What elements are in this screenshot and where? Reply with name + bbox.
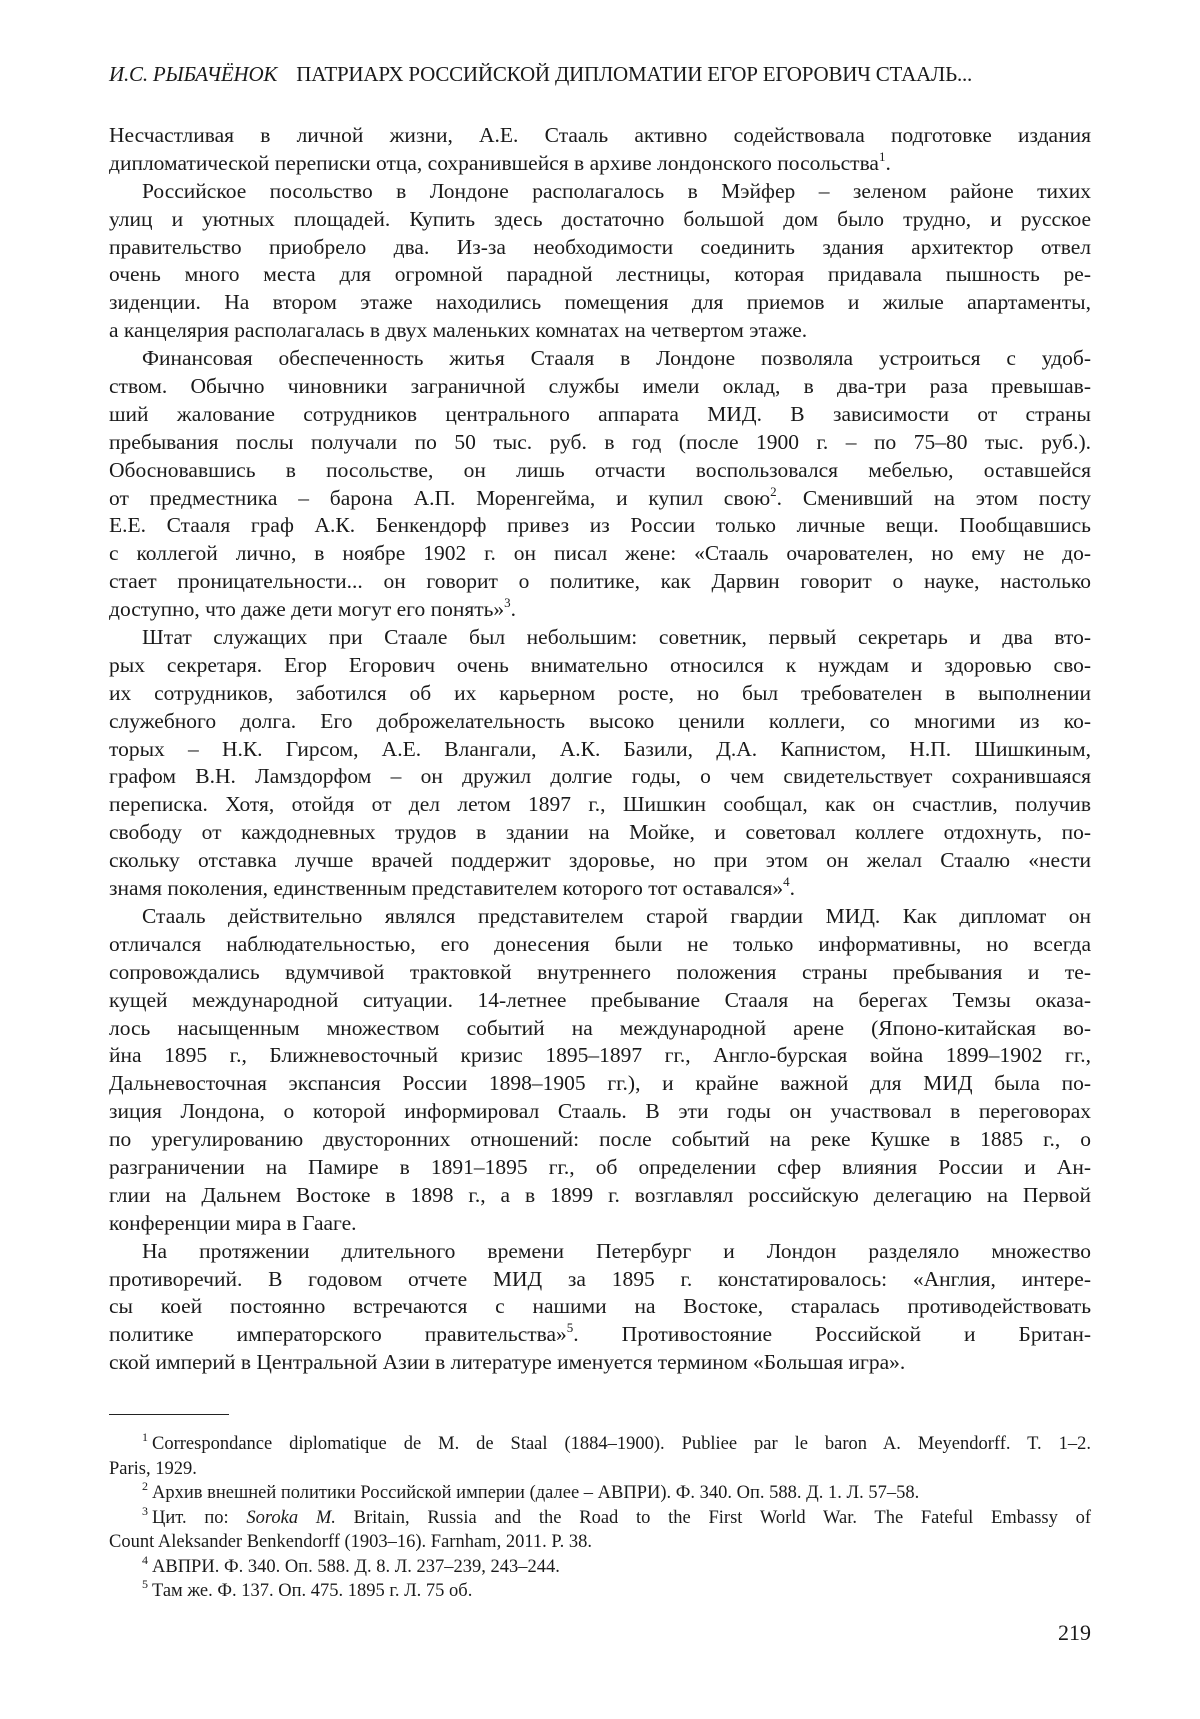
text-line [109, 234, 1091, 262]
text-segment: сопровождались вдумчивой трактовкой внутреннего положения страны пребывания и те- [109, 960, 1091, 984]
text-line [109, 1042, 1091, 1070]
text-segment: . [511, 597, 516, 621]
text-segment: противоречий. В годовом отчете МИД за 1895 г. констатировалось: «Англия, интере- [109, 1267, 1091, 1291]
header-title: ПАТРИАРХ РОССИЙСКОЙ ДИПЛОМАТИИ ЕГОР ЕГОРОВИЧ СТААЛЬ... [296, 62, 972, 86]
text-segment: торых – Н.К. Гирсом, А.Е. Влангали, А.К. Базили, Д.А. Капнистом, Н.П. Шишкиным, [109, 737, 1091, 761]
text-segment: Обосновавшись в посольстве, он лишь отчасти воспользовался мебелью, оставшейся [109, 458, 1091, 482]
text-line [109, 1266, 1091, 1294]
text-line [109, 1182, 1091, 1210]
text-line [109, 736, 1091, 764]
text-segment: зиция Лондона, о которой информировал Стааль. В эти годы он участвовал в переговорах [109, 1099, 1091, 1123]
text-line [109, 652, 1091, 680]
text-line [109, 1126, 1091, 1154]
text-segment: зиденции. На втором этаже находились помещения для приемов и жилые апартаменты, [109, 290, 1091, 314]
text-line [109, 373, 1091, 401]
text-segment: Цит. по: [152, 1508, 246, 1528]
text-line [109, 624, 1091, 652]
text-segment: Российское посольство в Лондоне располагалось в Мэйфер – зеленом районе тихих [142, 179, 1091, 203]
text-segment: кущей международной ситуации. 14-летнее пребывание Стааля на берегах Темзы оказа- [109, 988, 1091, 1012]
text-segment: . Противостояние Российской и Британ- [573, 1322, 1091, 1346]
text-line [109, 1349, 1091, 1377]
paragraph [109, 178, 1091, 345]
text-segment: свободу от каждодневных трудов в здании на Мойке, и советовал коллеге отдохнуть, по- [109, 820, 1091, 844]
text-segment: . Сменивший на этом посту [777, 486, 1091, 510]
text-segment: графом В.Н. Ламздорфом – он дружил долгие годы, о чем свидетельствует сохранившаяся [109, 764, 1091, 788]
text-line [109, 150, 1091, 178]
text-line [109, 178, 1091, 206]
text-segment: Архив внешней политики Российской империи (далее – АВПРИ). Ф. 340. Оп. 588. Д. 1. Л. 57–58. [152, 1483, 919, 1503]
text-line [109, 1098, 1091, 1126]
text-line [109, 485, 1091, 513]
text-segment: На протяжении длительного времени Петербург и Лондон разделяло множество [142, 1239, 1091, 1263]
paragraph [109, 122, 1091, 178]
text-segment: знамя поколения, единственным представителем которого тот оставался» [109, 876, 783, 900]
text-line [109, 763, 1091, 791]
text-line [109, 289, 1091, 317]
text-line [109, 345, 1091, 373]
footnote [109, 1481, 1091, 1506]
footnote-divider [109, 1414, 229, 1415]
text-line [109, 708, 1091, 736]
text-segment: сы коей постоянно встречаются с нашими на Востоке, старалась противодействовать [109, 1294, 1091, 1318]
text-segment: политике императорского правительства» [109, 1322, 567, 1346]
text-segment: служебного долга. Его доброжелательность высоко ценили коллеги, со многими из ко- [109, 709, 1091, 733]
text-line [109, 1432, 1091, 1457]
text-segment: от предместника – барона А.П. Моренгейма, и купил свою [109, 486, 770, 510]
running-header [109, 62, 1091, 87]
text-line [109, 791, 1091, 819]
text-line [109, 596, 1091, 624]
paragraph [109, 624, 1091, 903]
text-segment: доступно, что даже дети могут его понять» [109, 597, 504, 621]
text-segment: пребывания послы получали по 50 тыс. руб. в год (после 1900 г. – по 75–80 тыс. руб.). [109, 430, 1091, 454]
text-segment: Britain, Russia and the Road to the First World War. The Fateful Embassy of [336, 1508, 1091, 1528]
text-line [109, 1293, 1091, 1321]
text-segment: дипломатической переписки отца, сохранившейся в архиве лондонского посольства [109, 151, 879, 175]
text-segment: Correspondance diplomatique de M. de Staal (1884–1900). Publiee par le baron A. Meyendorff. T. 1–2. [152, 1434, 1091, 1454]
text-line [109, 206, 1091, 234]
text-segment: Финансовая обеспеченность житья Стааля в Лондоне позволяла устроиться с удоб- [142, 346, 1091, 370]
footnote-ref[interactable]: 3 [142, 1504, 148, 1518]
text-line [109, 429, 1091, 457]
text-line [109, 568, 1091, 596]
footnote [109, 1579, 1091, 1604]
page-number: 219 [1058, 1620, 1091, 1646]
text-line [109, 680, 1091, 708]
text-segment: с коллегой лично, в ноябре 1902 г. он писал жене: «Стааль очарователен, но ему не до- [109, 541, 1091, 565]
text-line [109, 1154, 1091, 1182]
text-line [109, 540, 1091, 568]
text-segment: Paris, 1929. [109, 1459, 197, 1479]
text-line [109, 819, 1091, 847]
text-line [109, 1530, 1091, 1555]
text-segment: правительство приобрело два. Из-за необходимости соединить здания архитектор отвел [109, 235, 1091, 259]
text-line [109, 1210, 1091, 1238]
text-line [109, 261, 1091, 289]
text-line [109, 931, 1091, 959]
footnote [109, 1432, 1091, 1481]
text-segment: отличался наблюдательностью, его донесения были не только информативны, но всегда [109, 932, 1091, 956]
text-segment: лось насыщенным множеством событий на международной арене (Японо-китайская во- [109, 1016, 1091, 1040]
text-segment: разграничении на Памире в 1891–1895 гг., об определении сфер влияния России и Ан- [109, 1155, 1091, 1179]
footnote-ref[interactable]: 1 [879, 149, 886, 164]
footnote-ref[interactable]: 1 [142, 1430, 148, 1444]
text-segment: рых секретаря. Егор Егорович очень внимательно относился к нуждам и здоровью сво- [109, 653, 1091, 677]
text-line [109, 1070, 1091, 1098]
footnote-ref[interactable]: 4 [783, 874, 790, 889]
text-segment: а канцелярия располагалась в двух маленьких комнатах на четвертом этаже. [109, 318, 807, 342]
footnote-ref[interactable]: 5 [567, 1320, 574, 1335]
text-segment: АВПРИ. Ф. 340. Оп. 588. Д. 8. Л. 237–239, 243–244. [152, 1557, 560, 1577]
text-segment: Несчастливая в личной жизни, А.Е. Стааль активно содействовала подготовке издания [109, 123, 1091, 147]
text-segment: Дальневосточная экспансия России 1898–1905 гг.), и крайне важной для МИД была по- [109, 1071, 1091, 1095]
text-segment: глии на Дальнем Востоке в 1898 г., а в 1899 г. возглавлял российскую делегацию на Первой [109, 1183, 1091, 1207]
footnotes [109, 1432, 1091, 1604]
footnote-ref[interactable]: 3 [504, 595, 511, 610]
header-author: И.С. РЫБАЧЁНОК [109, 62, 277, 86]
text-segment: Count Aleksander Benkendorff (1903–16). Farnham, 2011. P. 38. [109, 1532, 592, 1552]
text-line [109, 122, 1091, 150]
text-line [109, 1321, 1091, 1349]
text-line [109, 847, 1091, 875]
paragraph [109, 903, 1091, 1238]
footnote-ref[interactable]: 2 [770, 484, 777, 499]
text-segment: переписка. Хотя, отойдя от дел летом 1897 г., Шишкин сообщал, как он счастлив, получив [109, 792, 1091, 816]
text-line [109, 875, 1091, 903]
text-segment: Стааль действительно являлся представителем старой гвардии МИД. Как дипломат он [142, 904, 1091, 928]
text-segment: йна 1895 г., Ближневосточный кризис 1895–1897 гг., Англо-бурская война 1899–1902 гг., [109, 1043, 1091, 1067]
text-segment: их сотрудников, заботился об их карьерном росте, но был требователен в выполнении [109, 681, 1091, 705]
text-segment: конференции мира в Гааге. [109, 1211, 357, 1235]
text-line [109, 959, 1091, 987]
footnote-ref[interactable]: 4 [142, 1553, 148, 1567]
text-line [109, 1481, 1091, 1506]
text-line [109, 457, 1091, 485]
text-line [109, 1579, 1091, 1604]
footnote [109, 1555, 1091, 1580]
text-line [109, 512, 1091, 540]
text-segment: ством. Обычно чиновники заграничной службы имели оклад, в два-три раза превышав- [109, 374, 1091, 398]
text-segment: скольку отставка лучше врачей поддержит здоровье, но при этом он желал Стаалю «нести [109, 848, 1091, 872]
text-line [109, 903, 1091, 931]
text-segment: ший жалование сотрудников центрального аппарата МИД. В зависимости от страны [109, 402, 1091, 426]
text-line [109, 1015, 1091, 1043]
text-segment: Штат служащих при Стаале был небольшим: советник, первый секретарь и два вто- [142, 625, 1091, 649]
body-text [109, 122, 1091, 1377]
footnote [109, 1506, 1091, 1555]
text-line [109, 987, 1091, 1015]
text-segment: очень много места для огромной парадной лестницы, которая придавала пышность ре- [109, 262, 1091, 286]
text-segment: Там же. Ф. 137. Оп. 475. 1895 г. Л. 75 об. [152, 1581, 472, 1601]
text-segment: . [790, 876, 795, 900]
text-segment: по урегулированию двусторонних отношений: после событий на реке Кушке в 1885 г., о [109, 1127, 1091, 1151]
paragraph [109, 345, 1091, 624]
text-line [109, 1506, 1091, 1531]
paragraph [109, 1238, 1091, 1377]
text-line [109, 1238, 1091, 1266]
text-line [109, 401, 1091, 429]
text-line [109, 1555, 1091, 1580]
text-line [109, 1457, 1091, 1482]
text-line [109, 317, 1091, 345]
text-segment: улиц и уютных площадей. Купить здесь достаточно большой дом было трудно, и русское [109, 207, 1091, 231]
text-segment: Е.Е. Стааля граф А.К. Бенкендорф привез из России только личные вещи. Пообщавшись [109, 513, 1091, 537]
text-segment: . [885, 151, 890, 175]
italic-text: Soroka M. [246, 1508, 336, 1528]
footnote-ref[interactable]: 5 [142, 1577, 148, 1591]
text-segment: стает проницательности... он говорит о политике, как Дарвин говорит о науке, настолько [109, 569, 1091, 593]
text-segment: ской империй в Центральной Азии в литературе именуется термином «Большая игра». [109, 1350, 905, 1374]
footnote-ref[interactable]: 2 [142, 1479, 148, 1493]
